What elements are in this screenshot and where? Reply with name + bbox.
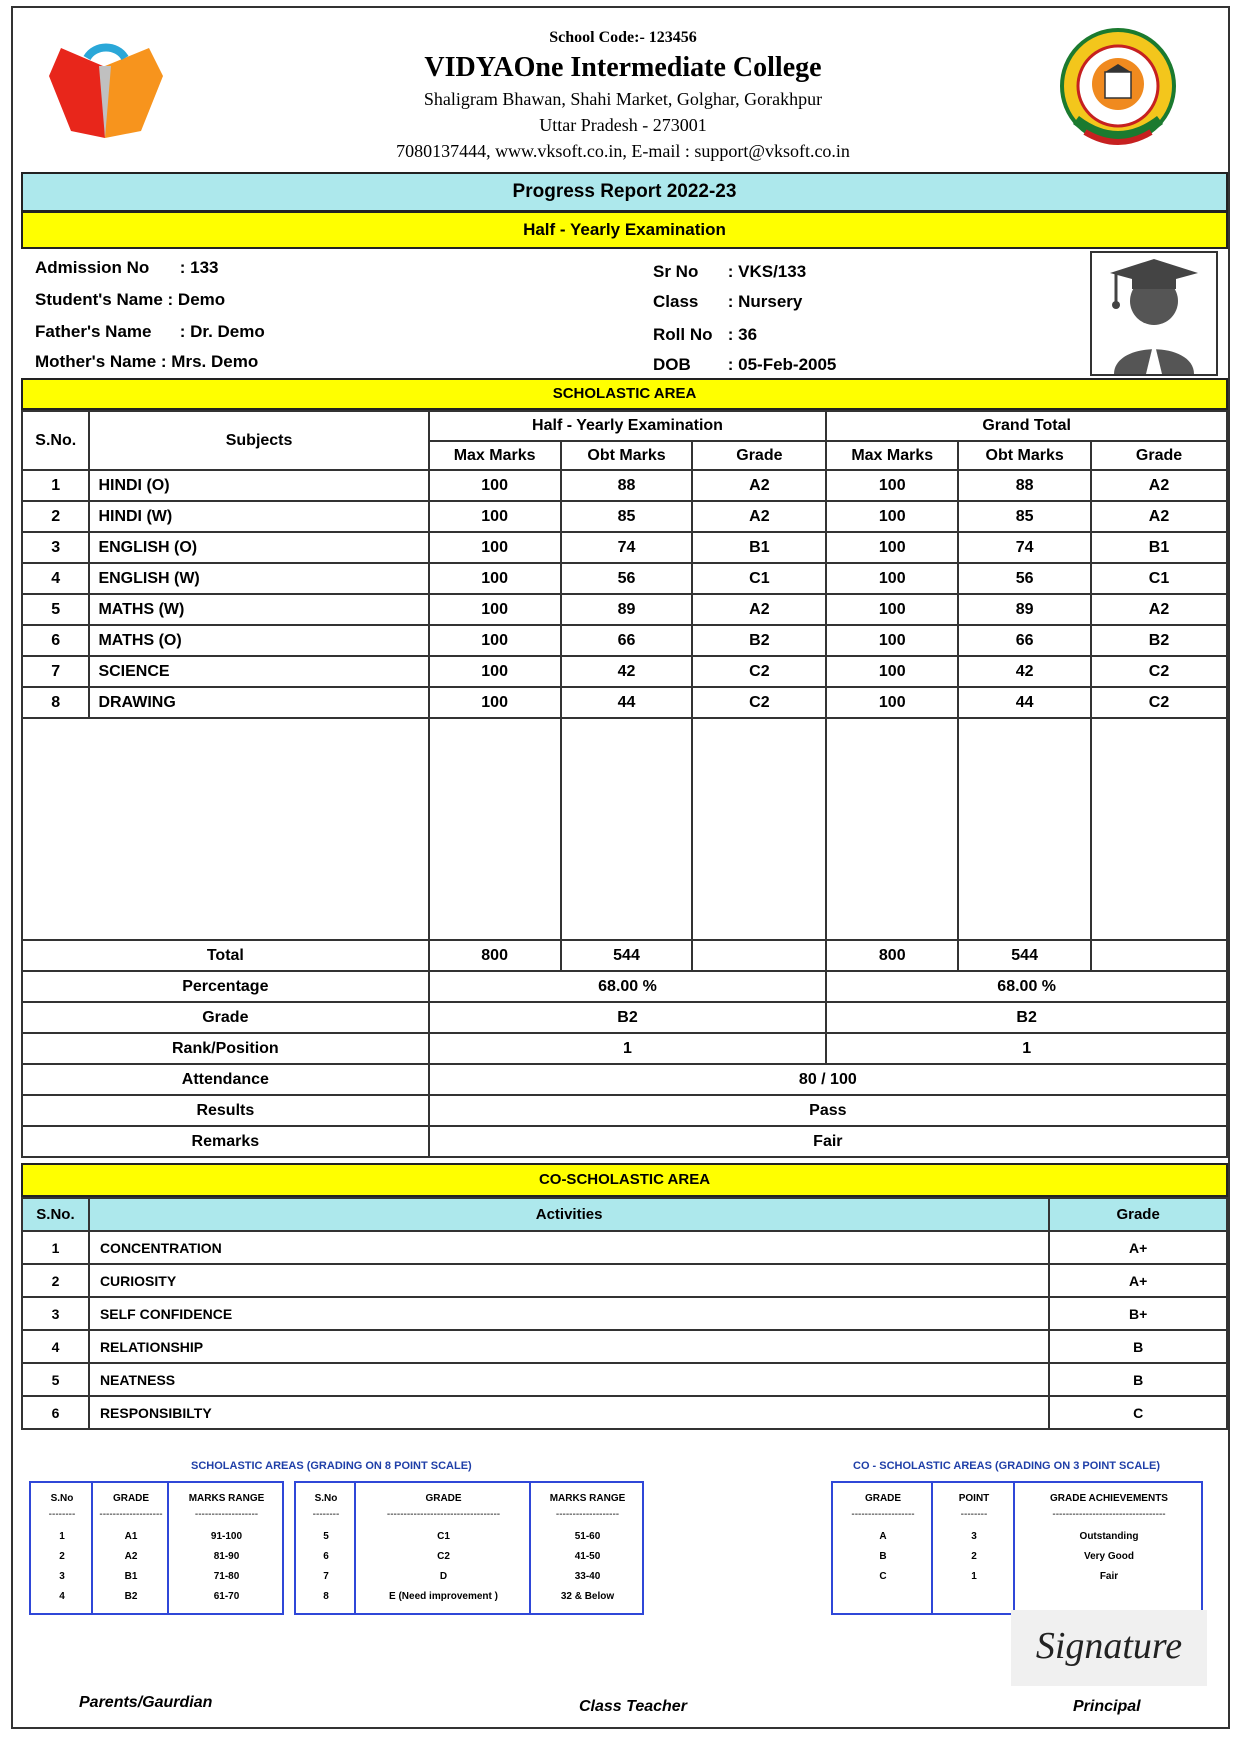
table-row (22, 1231, 1227, 1264)
row-max2: 100 (826, 470, 958, 501)
total-max1: 800 (429, 940, 561, 971)
row-max2: 100 (826, 532, 958, 563)
row-sno: 7 (22, 656, 89, 687)
obt-marks-header: Obt Marks (561, 441, 693, 470)
row-grade2: A2 (1091, 470, 1227, 501)
row-obt2: 74 (958, 532, 1091, 563)
parents-signature-label: Parents/Gaurdian (79, 1694, 213, 1711)
row-max2: 100 (826, 625, 958, 656)
percentage-grand-total: 68.00 % (826, 971, 1227, 1002)
rank-label: Rank/Position (22, 1033, 429, 1064)
scholastic-table (21, 410, 1228, 1158)
table-row (22, 594, 1227, 625)
row-grade1: C1 (692, 563, 826, 594)
principal-signature (1011, 1610, 1207, 1686)
total-obt2: 544 (958, 940, 1091, 971)
remarks-row (22, 1126, 1227, 1157)
table-row (22, 687, 1227, 718)
row-obt1: 85 (561, 501, 693, 532)
book-logo-icon (41, 36, 171, 146)
co-row-sno: 6 (22, 1396, 89, 1429)
key-row-point: 2 (971, 1551, 977, 1562)
dob-value: : 05-Feb-2005 (727, 355, 837, 374)
row-max1: 100 (429, 532, 561, 563)
key-sno-header: S.No (314, 1493, 338, 1504)
grade-half-yearly: B2 (429, 1002, 827, 1033)
row-subject: SCIENCE (89, 656, 428, 687)
row-obt2: 89 (958, 594, 1091, 625)
key-row-range: 71-80 (213, 1571, 240, 1582)
row-max2: 100 (826, 563, 958, 594)
row-sno: 6 (22, 625, 89, 656)
key-row-grade: C2 (437, 1551, 450, 1562)
row-max1: 100 (429, 687, 561, 718)
row-sno: 4 (22, 563, 89, 594)
key-divider: ------------------- (555, 1509, 620, 1520)
row-max1: 100 (429, 501, 561, 532)
half-yearly-group-header: Half - Yearly Examination (429, 411, 827, 441)
admission-value: : 133 (179, 258, 219, 277)
row-obt2: 44 (958, 687, 1091, 718)
row-obt1: 74 (561, 532, 693, 563)
row-subject: MATHS (O) (89, 625, 428, 656)
co-col-grade-header: Grade (1049, 1198, 1227, 1231)
key-row-sno: 7 (323, 1571, 329, 1582)
col-subjects-header: Subjects (89, 411, 428, 470)
remarks-label: Remarks (22, 1126, 429, 1157)
co-row-sno: 4 (22, 1330, 89, 1363)
key-row-range: 91-100 (210, 1531, 243, 1542)
row-grade1: B2 (692, 625, 826, 656)
max-marks-header: Max Marks (826, 441, 958, 470)
row-obt1: 44 (561, 687, 693, 718)
row-grade1: C2 (692, 687, 826, 718)
key-row-grade: C1 (437, 1531, 450, 1542)
table-row (22, 470, 1227, 501)
row-obt2: 56 (958, 563, 1091, 594)
row-grade2: A2 (1091, 594, 1227, 625)
key-row-sno: 6 (323, 1551, 329, 1562)
col-sno-header: S.No. (22, 411, 89, 470)
key-row-sno: 8 (323, 1591, 329, 1602)
key-divider: ------------------- (851, 1509, 915, 1520)
row-sno: 3 (22, 532, 89, 563)
row-max2: 100 (826, 594, 958, 625)
class-teacher-signature-label: Class Teacher (579, 1698, 687, 1715)
co-row-activity: RESPONSIBILTY (89, 1396, 1049, 1429)
key-row-grade: B2 (124, 1591, 138, 1602)
key-grade-header: GRADE (425, 1493, 462, 1504)
scholastic-heading: SCHOLASTIC AREA (21, 378, 1228, 410)
key-row-range: 32 & Below (560, 1591, 615, 1602)
co-row-activity: SELF CONFIDENCE (89, 1297, 1049, 1330)
row-grade2: A2 (1091, 501, 1227, 532)
row-obt1: 88 (561, 470, 693, 501)
co-row-sno: 5 (22, 1363, 89, 1396)
attendance-row (22, 1064, 1227, 1095)
percentage-label: Percentage (22, 971, 429, 1002)
co-row-grade: A+ (1049, 1264, 1227, 1297)
table-row (22, 1330, 1227, 1363)
grading-key-middle (294, 1481, 644, 1615)
co-row-activity: NEATNESS (89, 1363, 1049, 1396)
co-row-activity: CONCENTRATION (89, 1231, 1049, 1264)
coscholastic-key-title: CO - SCHOLASTIC AREAS (GRADING ON 3 POINT SCALE) (853, 1460, 1160, 1472)
mother-name-label: Mother's Name (35, 352, 157, 371)
row-max1: 100 (429, 594, 561, 625)
row-obt2: 88 (958, 470, 1091, 501)
key-row-sno: 2 (59, 1551, 65, 1562)
row-max1: 100 (429, 470, 561, 501)
key-range-header: MARKS RANGE (549, 1493, 626, 1504)
row-max2: 100 (826, 656, 958, 687)
row-grade1: A2 (692, 594, 826, 625)
class-label: Class (653, 292, 699, 311)
row-grade1: B1 (692, 532, 826, 563)
key-row-point: 3 (971, 1531, 977, 1542)
rank-row (22, 1033, 1227, 1064)
key-divider: ------------------- (99, 1509, 163, 1520)
row-sno: 2 (22, 501, 89, 532)
scholastic-key-title: SCHOLASTIC AREAS (GRADING ON 8 POINT SCALE) (191, 1460, 472, 1472)
key-row-grade: D (439, 1571, 448, 1582)
row-obt1: 66 (561, 625, 693, 656)
co-col-sno-header: S.No. (22, 1198, 89, 1231)
row-sno: 8 (22, 687, 89, 718)
student-photo-placeholder-icon (1090, 251, 1218, 376)
father-name-label: Father's Name (35, 322, 152, 341)
grade-label: Grade (22, 1002, 429, 1033)
rank-grand-total: 1 (826, 1033, 1227, 1064)
row-grade2: C1 (1091, 563, 1227, 594)
principal-signature-label: Principal (1073, 1698, 1141, 1715)
remarks-value: Fair (429, 1126, 1227, 1157)
row-grade2: B2 (1091, 625, 1227, 656)
key-grade-header: GRADE (864, 1493, 902, 1504)
attendance-label: Attendance (22, 1064, 429, 1095)
co-row-grade: B (1049, 1330, 1227, 1363)
roll-value: : 36 (727, 325, 758, 344)
key-grade-header: GRADE (112, 1493, 150, 1504)
row-subject: ENGLISH (W) (89, 563, 428, 594)
key-row-grade: B (879, 1551, 887, 1562)
table-row (22, 1363, 1227, 1396)
table-row (22, 1396, 1227, 1429)
grade-header: Grade (692, 441, 826, 470)
row-grade1: A2 (692, 501, 826, 532)
row-obt2: 85 (958, 501, 1091, 532)
row-obt2: 66 (958, 625, 1091, 656)
student-name-value: : Demo (167, 290, 226, 309)
key-row-achieve: Fair (1099, 1571, 1119, 1582)
table-row (22, 563, 1227, 594)
total-row (22, 940, 1227, 971)
svg-text:Signature: Signature (1035, 1625, 1183, 1667)
co-row-grade: B (1049, 1363, 1227, 1396)
key-row-grade: B1 (124, 1571, 138, 1582)
grade-row (22, 1002, 1227, 1033)
coscholastic-table (21, 1197, 1228, 1430)
school-address-line2: Uttar Pradesh - 273001 (539, 115, 707, 135)
table-row (22, 625, 1227, 656)
results-value: Pass (429, 1095, 1227, 1126)
key-row-sno: 4 (59, 1591, 65, 1602)
total-obt1: 544 (561, 940, 693, 971)
key-row-range: 61-70 (213, 1591, 240, 1602)
key-row-range: 51-60 (574, 1531, 601, 1542)
key-row-point: 1 (971, 1571, 977, 1582)
co-row-grade: B+ (1049, 1297, 1227, 1330)
key-row-range: 33-40 (574, 1571, 601, 1582)
grand-total-group-header: Grand Total (826, 411, 1227, 441)
row-subject: DRAWING (89, 687, 428, 718)
results-row (22, 1095, 1227, 1126)
mother-name-value: : Mrs. Demo (160, 352, 259, 371)
co-row-sno: 3 (22, 1297, 89, 1330)
key-divider: -------- (960, 1509, 988, 1520)
key-divider: ---------------------------------- (386, 1509, 501, 1520)
key-point-header: POINT (958, 1493, 990, 1504)
dob-label: DOB (653, 355, 691, 374)
srno-value: : VKS/133 (727, 262, 807, 281)
key-row-sno: 3 (59, 1571, 65, 1582)
row-subject: MATHS (W) (89, 594, 428, 625)
table-row (22, 656, 1227, 687)
co-col-activities-header: Activities (89, 1198, 1049, 1231)
row-grade2: C2 (1091, 656, 1227, 687)
school-name: VIDYAOne Intermediate College (424, 52, 822, 83)
row-max2: 100 (826, 687, 958, 718)
percentage-row (22, 971, 1227, 1002)
coscholastic-heading: CO-SCHOLASTIC AREA (21, 1163, 1228, 1197)
co-row-sno: 1 (22, 1231, 89, 1264)
row-subject: HINDI (W) (89, 501, 428, 532)
key-row-grade: E (Need improvement ) (389, 1591, 498, 1602)
row-subject: ENGLISH (O) (89, 532, 428, 563)
key-sno-header: S.No (50, 1493, 74, 1504)
board-seal-icon (1053, 24, 1183, 154)
co-row-grade: A+ (1049, 1231, 1227, 1264)
row-subject: HINDI (O) (89, 470, 428, 501)
row-max1: 100 (429, 625, 561, 656)
grading-key-left (29, 1481, 284, 1615)
grade-header: Grade (1091, 441, 1227, 470)
obt-marks-header: Obt Marks (958, 441, 1091, 470)
row-grade1: A2 (692, 470, 826, 501)
key-row-achieve: Very Good (1083, 1551, 1134, 1562)
empty-rows-area (22, 718, 1227, 940)
class-value: : Nursery (727, 292, 803, 311)
key-row-achieve: Outstanding (1079, 1531, 1139, 1542)
table-row (22, 501, 1227, 532)
row-max1: 100 (429, 656, 561, 687)
key-row-grade: C (879, 1571, 887, 1582)
report-card (11, 6, 1230, 1729)
co-row-activity: CURIOSITY (89, 1264, 1049, 1297)
key-divider: -------- (48, 1509, 76, 1520)
school-header (13, 8, 1228, 172)
row-max2: 100 (826, 501, 958, 532)
report-title-bar: Progress Report 2022-23 (21, 172, 1228, 212)
student-name-label: Student's Name (35, 290, 163, 309)
row-obt1: 56 (561, 563, 693, 594)
row-obt2: 42 (958, 656, 1091, 687)
key-row-sno: 5 (323, 1531, 329, 1542)
table-row (22, 1264, 1227, 1297)
grading-key-right (831, 1481, 1203, 1615)
key-row-grade: A1 (124, 1531, 138, 1542)
row-sno: 1 (22, 470, 89, 501)
key-achieve-header: GRADE ACHIEVEMENTS (1050, 1493, 1168, 1504)
school-code: School Code:- 123456 (549, 29, 697, 46)
max-marks-header: Max Marks (429, 441, 561, 470)
results-label: Results (22, 1095, 429, 1126)
key-row-sno: 1 (59, 1531, 65, 1542)
grade-grand-total: B2 (826, 1002, 1227, 1033)
key-row-range: 41-50 (574, 1551, 601, 1562)
rank-half-yearly: 1 (429, 1033, 827, 1064)
exam-title-bar: Half - Yearly Examination (21, 211, 1228, 249)
key-row-grade: A2 (124, 1551, 138, 1562)
key-range-header: MARKS RANGE (188, 1493, 265, 1504)
co-row-sno: 2 (22, 1264, 89, 1297)
row-obt1: 42 (561, 656, 693, 687)
roll-label: Roll No (653, 325, 713, 344)
total-label: Total (22, 940, 429, 971)
table-row (22, 1297, 1227, 1330)
school-contact: 7080137444, www.vksoft.co.in, E-mail : support@vksoft.co.in (396, 141, 850, 161)
percentage-half-yearly: 68.00 % (429, 971, 827, 1002)
school-address-line1: Shaligram Bhawan, Shahi Market, Golghar, Gorakhpur (423, 89, 823, 109)
key-divider: -------- (312, 1509, 340, 1520)
father-name-value: : Dr. Demo (179, 322, 265, 341)
key-divider: ------------------- (194, 1509, 259, 1520)
admission-label: Admission No (35, 258, 150, 277)
key-row-range: 81-90 (213, 1551, 240, 1562)
row-grade1: C2 (692, 656, 826, 687)
row-obt1: 89 (561, 594, 693, 625)
row-grade2: C2 (1091, 687, 1227, 718)
row-max1: 100 (429, 563, 561, 594)
table-row (22, 532, 1227, 563)
co-row-activity: RELATIONSHIP (89, 1330, 1049, 1363)
total-max2: 800 (826, 940, 958, 971)
key-row-grade: A (879, 1531, 887, 1542)
key-divider: ---------------------------------- (1052, 1509, 1166, 1520)
row-sno: 5 (22, 594, 89, 625)
co-row-grade: C (1049, 1396, 1227, 1429)
row-grade2: B1 (1091, 532, 1227, 563)
attendance-value: 80 / 100 (429, 1064, 1227, 1095)
srno-label: Sr No (653, 262, 699, 281)
